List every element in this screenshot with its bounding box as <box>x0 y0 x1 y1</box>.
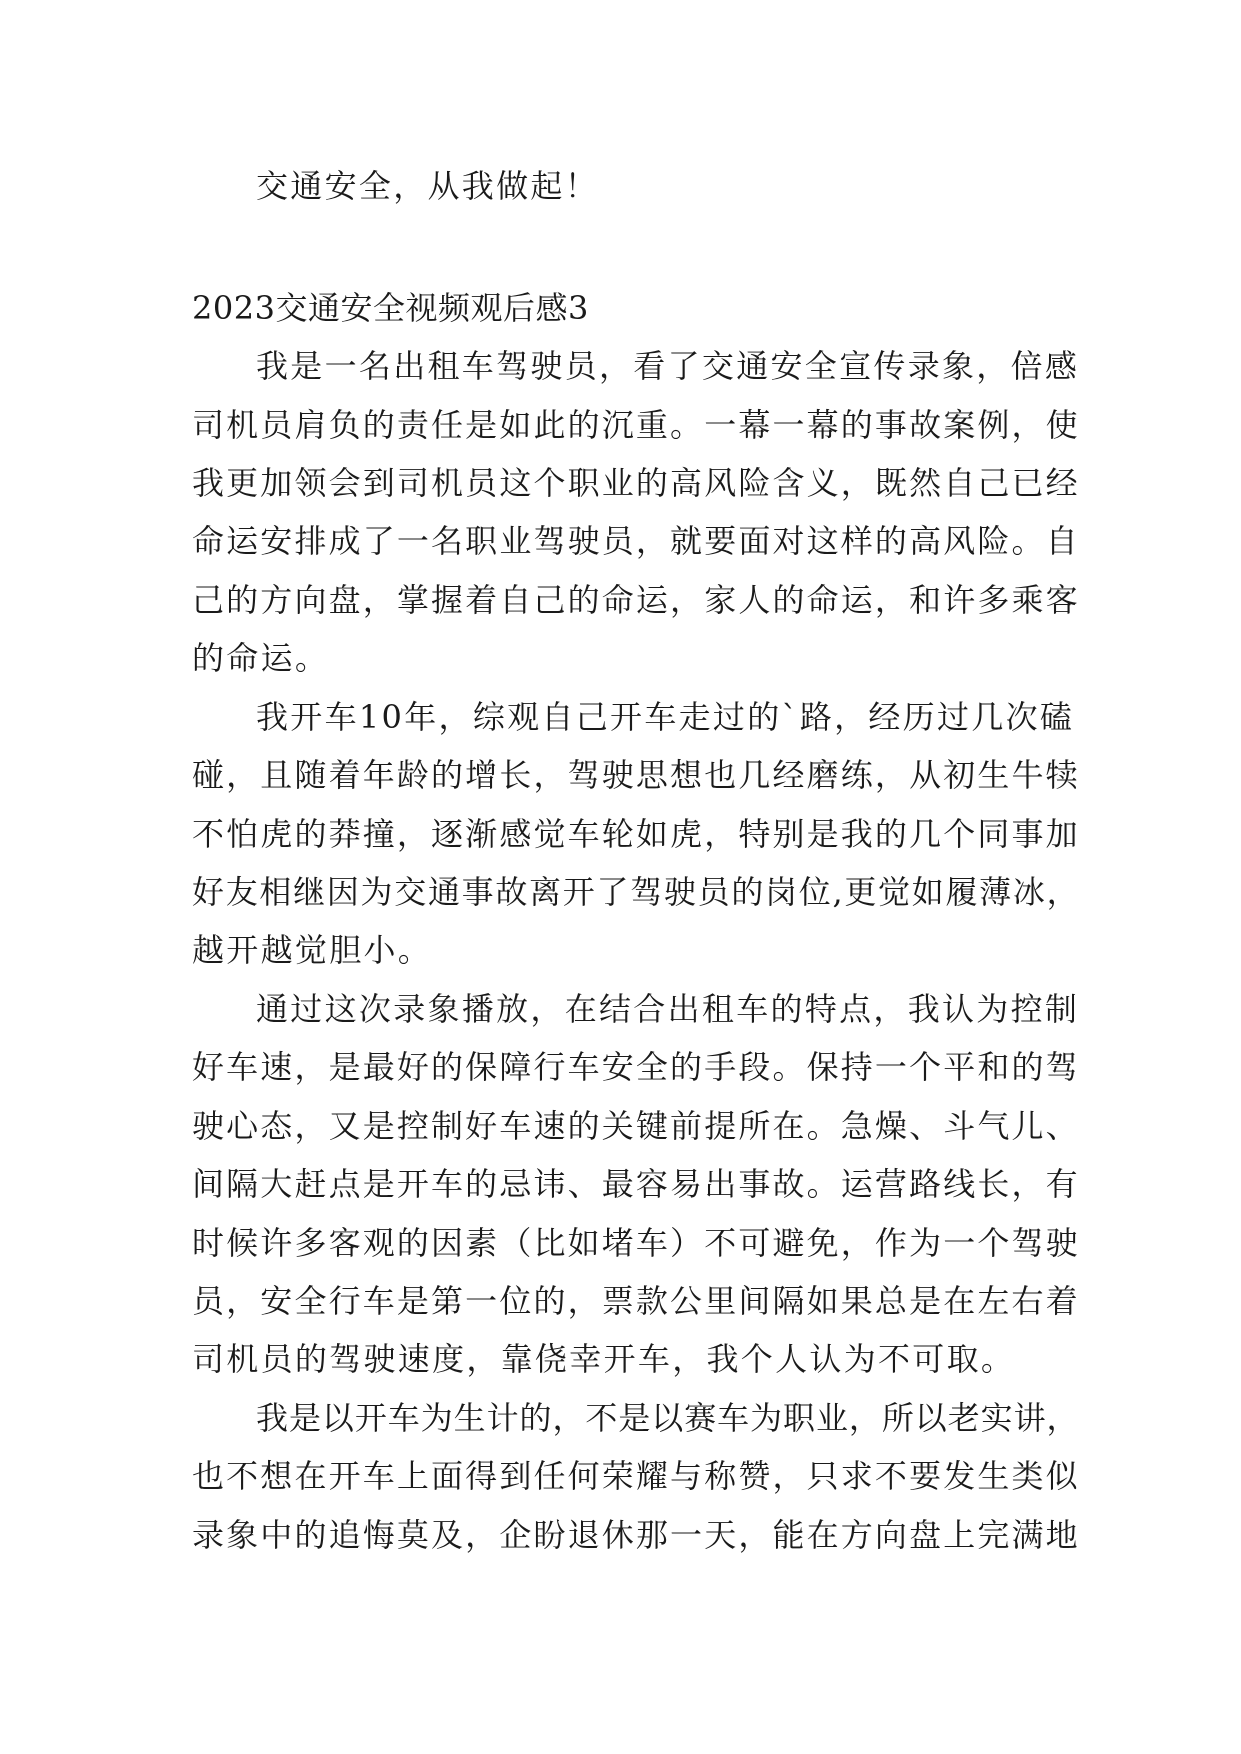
paragraph-line: 己的方向盘，掌握着自己的命运，家人的命运，和许多乘客 <box>192 581 1080 619</box>
paragraph-line: 时候许多客观的因素（比如堵车）不可避免，作为一个驾驶 <box>192 1224 1080 1262</box>
paragraph-line: 通过这次录象播放，在结合出租车的特点，我认为控制 <box>256 990 1080 1028</box>
paragraph-line: 员，安全行车是第一位的，票款公里间隔如果总是在左右着 <box>192 1282 1080 1320</box>
paragraph-line: 不怕虎的莽撞，逐渐感觉车轮如虎，特别是我的几个同事加 <box>192 815 1080 853</box>
paragraph-line: 驶心态，又是控制好车速的关键前提所在。急燥、斗气儿、 <box>192 1107 1080 1145</box>
paragraph-line: 碰，且随着年龄的增长，驾驶思想也几经磨练，从初生牛犊 <box>192 756 1080 794</box>
paragraph-line: 司机员的驾驶速度，靠侥幸开车，我个人认为不可取。 <box>192 1340 1016 1378</box>
section-title: 2023交通安全视频观后感3 <box>192 289 589 327</box>
paragraph-line: 录象中的追悔莫及，企盼退休那一天，能在方向盘上完满地 <box>192 1516 1080 1554</box>
paragraph-line: 间隔大赶点是开车的忌讳、最容易出事故。运营路线长，有 <box>192 1165 1080 1203</box>
paragraph-line: 越开越觉胆小。 <box>192 931 433 969</box>
paragraph-line: 的命运。 <box>192 639 330 677</box>
closing-line: 交通安全，从我做起！ <box>256 167 600 205</box>
paragraph-line: 我是一名出租车驾驶员，看了交通安全宣传录象，倍感 <box>256 347 1080 385</box>
paragraph-line: 我开车10年，综观自己开车走过的`路，经历过几次磕 <box>256 698 1075 736</box>
paragraph-line: 司机员肩负的责任是如此的沉重。一幕一幕的事故案例，使 <box>192 406 1080 444</box>
paragraph-line: 好友相继因为交通事故离开了驾驶员的岗位,更觉如履薄冰， <box>192 873 1081 911</box>
paragraph-line: 也不想在开车上面得到任何荣耀与称赞，只求不要发生类似 <box>192 1457 1080 1495</box>
paragraph-line: 我更加领会到司机员这个职业的高风险含义，既然自己已经 <box>192 464 1080 502</box>
paragraph-line: 命运安排成了一名职业驾驶员，就要面对这样的高风险。自 <box>192 522 1080 560</box>
paragraph-line: 我是以开车为生计的，不是以赛车为职业，所以老实讲， <box>256 1399 1080 1437</box>
paragraph-line: 好车速，是最好的保障行车安全的手段。保持一个平和的驾 <box>192 1048 1080 1086</box>
